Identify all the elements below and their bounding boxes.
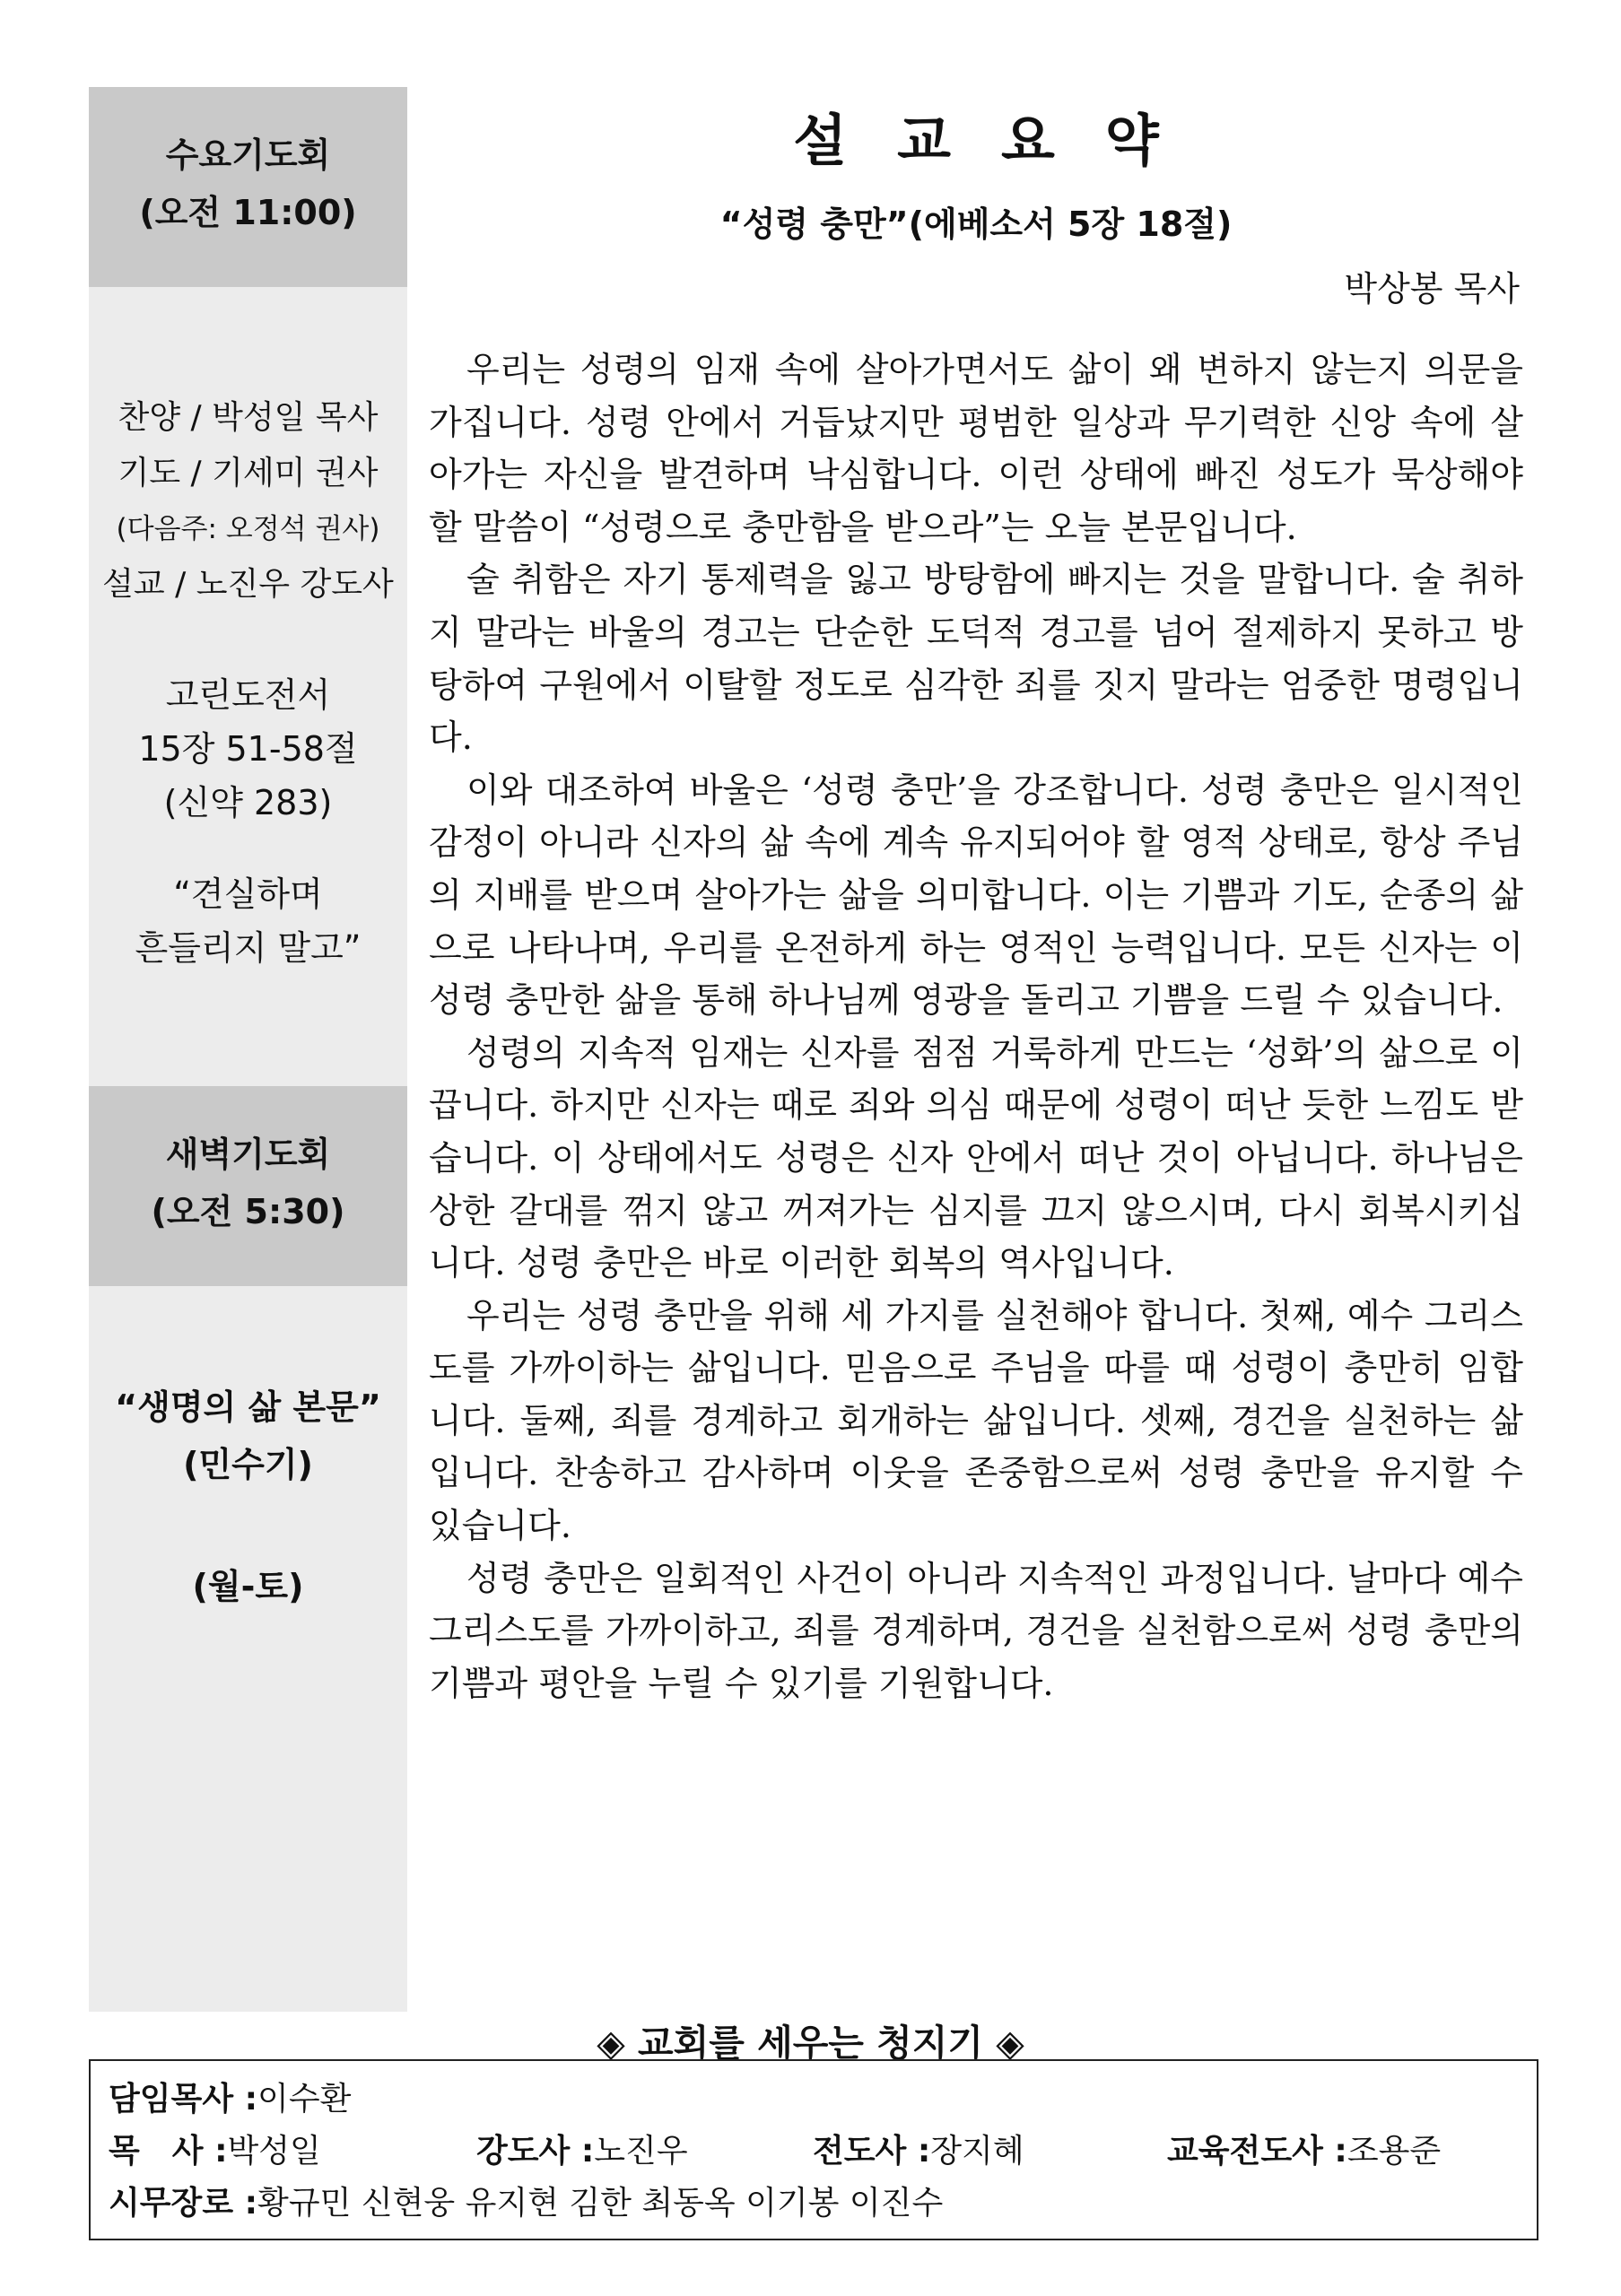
sermon-subtitle: “성령 충만”(에베소서 5장 18절) — [719, 204, 1233, 244]
sermon-author: 박상봉 목사 — [1344, 269, 1520, 309]
staff-directory — [89, 2059, 1538, 2240]
sermon-heading: 설교요약 — [793, 108, 1209, 173]
sermon-paragraph: 우리는 성령 충만을 위해 세 가지를 실천해야 합니다. 첫째, 예수 그리스도를 가까이하는 삶입니다. 믿음으로 주님을 따를 때 성령이 충만히 임합니다. 둘째, 죄를 경계하고 회개하는 삶입니다. 셋째, 경건을 실천하는 삶입니다. 찬송하고 감사하며 이웃을 존중함으로써 성령 충만을 유지할 수 있습니다. — [429, 1295, 1523, 1546]
preacher-name: 노진우 — [594, 2133, 688, 2170]
dawn-prayer-box — [89, 1086, 407, 1286]
edu-evangelist-name: 조용준 — [1346, 2133, 1442, 2170]
sermon-paragraph: 이와 대조하여 바울은 ‘성령 충만’을 강조합니다. 성령 충만은 일시적인 감정이 아니라 신자의 삶 속에 계속 유지되어야 할 영적 상태로, 항상 주님의 지배를 받으며 살아가는 삶을 의미합니다. 이는 기쁨과 기도, 순종의 삶으로 나타나며, 우리를 온전하게 하는 영적인 능력입니다. 모든 신자는 이 성령 충만한 삶을 통해 하나님께 영광을 돌리고 기쁨을 드릴 수 있습니다. — [429, 770, 1523, 1021]
praise-role: 찬양 / 박성일 목사 — [118, 399, 379, 436]
next-week-prayer: (다음주: 오정석 권사) — [116, 513, 380, 545]
scripture-book: 고린도전서 — [165, 675, 331, 715]
staff-row-elders — [109, 2178, 1537, 2230]
dawn-prayer-time: (오전 5:30) — [151, 1192, 345, 1231]
sermon-paragraph: 우리는 성령의 임재 속에 살아가면서도 삶이 왜 변하지 않는지 의문을 가집니다. 성령 안에서 거듭났지만 평범한 일상과 무기력한 신앙 속에 살아가는 자신을 발견하며 낙심합니다. 이런 상태에 빠진 성도가 묵상해야 할 말씀이 “성령으로 충만함을 받으라”는 오늘 본문입니다. — [429, 350, 1523, 547]
preacher-label: 강도사 : — [476, 2133, 595, 2170]
sermon-summary — [429, 87, 1523, 1709]
sermon-body — [429, 344, 1523, 1709]
staff-row-ministers — [109, 2126, 1537, 2178]
senior-pastor-name: 이수환 — [257, 2081, 352, 2118]
life-word-book: (민수기) — [183, 1445, 313, 1484]
life-word-title: “생명의 삶 본문” — [115, 1387, 381, 1427]
elders-label: 시무장로 : — [109, 2185, 258, 2222]
sermon-paragraph: 성령의 지속적 임재는 신자를 점점 거룩하게 만드는 ‘성화’의 삶으로 이끕니다. 하지만 신자는 때로 죄와 의심 때문에 성령이 떠난 듯한 느낌도 받습니다. 이 상태에서도 성령은 신자 안에서 떠난 것이 아닙니다. 하나님은 상한 갈대를 꺾지 않고 꺼져가는 심지를 끄지 않으시며, 다시 회복시키십니다. 성령 충만은 바로 이러한 회복의 역사입니다. — [429, 1032, 1523, 1283]
edu-evangelist-label: 교육전도사 : — [1167, 2133, 1347, 2170]
theme-line-2: 흔들리지 말고” — [135, 928, 362, 968]
evangelist-name: 장지혜 — [930, 2133, 1024, 2170]
wednesday-prayer-title: 수요기도회 — [165, 135, 331, 175]
prayer-role: 기도 / 기세미 권사 — [118, 455, 379, 491]
sidebar — [89, 87, 407, 2012]
pastor-name: 박성일 — [227, 2133, 321, 2170]
sermon-paragraph: 성령 충만은 일회적인 사건이 아니라 지속적인 과정입니다. 날마다 예수 그리스도를 가까이하고, 죄를 경계하며, 경건을 실천함으로써 성령 충만의 기쁨과 평안을 누릴 수 있기를 기원합니다. — [429, 1558, 1523, 1703]
sermon-paragraph: 술 취함은 자기 통제력을 잃고 방탕함에 빠지는 것을 말합니다. 술 취하지 말라는 바울의 경고는 단순한 도덕적 경고를 넘어 절제하지 못하고 방탕하여 구원에서 이탈할 정도로 심각한 죄를 짓지 말라는 엄중한 명령입니다. — [429, 560, 1523, 758]
sermon-theme — [89, 867, 407, 975]
service-roles — [89, 390, 407, 613]
dawn-prayer-title: 새벽기도회 — [165, 1135, 331, 1174]
scripture-page: (신약 283) — [163, 783, 333, 822]
senior-pastor-label: 담임목사 : — [109, 2081, 258, 2118]
elders-names: 황규민 신현웅 유지현 김한 최동옥 이기봉 이진수 — [257, 2185, 944, 2222]
life-word-days: (월-토) — [192, 1567, 304, 1606]
wednesday-prayer-time: (오전 11:00) — [139, 193, 357, 232]
scripture-verses: 15장 51-58절 — [138, 729, 358, 769]
life-word-info — [89, 1378, 407, 1493]
staff-row-senior — [109, 2074, 1537, 2126]
church-slogan: ◈ 교회를 세우는 청지기 ◈ — [597, 2022, 1024, 2065]
evangelist-label: 전도사 : — [813, 2133, 931, 2170]
scripture-reference — [89, 668, 407, 830]
pastor-label: 목 사 : — [109, 2133, 228, 2170]
theme-line-1: “견실하며 — [173, 874, 323, 914]
wednesday-prayer-box — [89, 87, 407, 287]
sermon-role: 설교 / 노진우 강도사 — [102, 566, 394, 603]
